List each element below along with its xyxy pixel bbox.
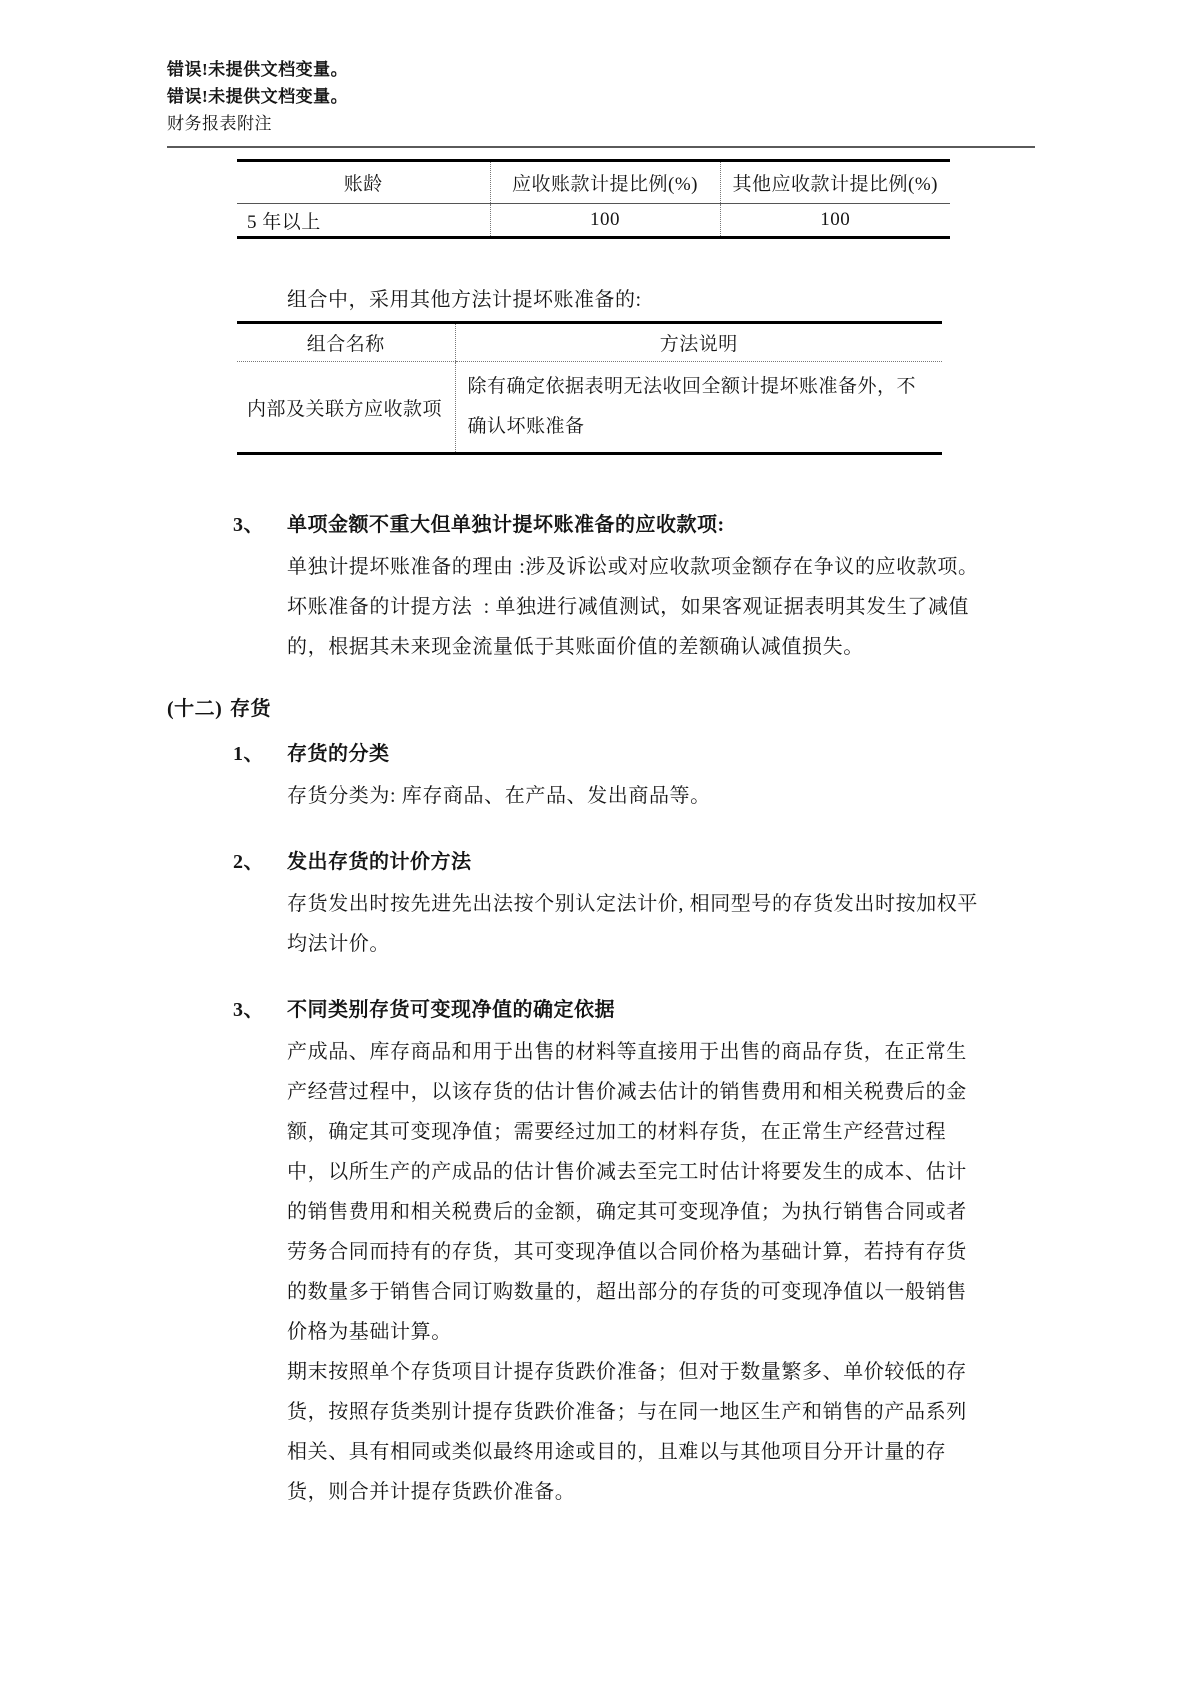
- table-header-row: [237, 161, 950, 204]
- paragraph-line: 额，确定其可变现净值；需要经过加工的材料存货，在正常生产经营过程: [287, 1121, 947, 1143]
- cell-aging-over-5y: 5 年以上: [247, 211, 321, 233]
- paragraph-line: 劳务合同而持有的存货，其可变现净值以合同价格为基础计算，若持有存货: [287, 1241, 967, 1263]
- col-header-aging: 账龄: [237, 161, 490, 204]
- sub2-number: 2、: [233, 851, 264, 873]
- sub3-title: 不同类别存货可变现净值的确定依据: [287, 999, 615, 1021]
- paragraph-line: 价格为基础计算。: [287, 1321, 452, 1343]
- paragraph-line: 存货发出时按先进先出法按个别认定法计价, 相同型号的存货发出时按加权平: [287, 893, 978, 915]
- sub1-number: 1、: [233, 743, 264, 765]
- paragraph-line: 的数量多于销售合同订购数量的，超出部分的存货的可变现净值以一般销售: [287, 1281, 967, 1303]
- sub1-heading: [233, 734, 1035, 774]
- paragraph-line: 均法计价。: [287, 933, 390, 955]
- doc-header: [167, 56, 1035, 148]
- paragraph-line: 产成品、库存商品和用于出售的材料等直接用于出售的商品存货，在正常生: [287, 1041, 967, 1063]
- paragraph-line: 货，按照存货类别计提存货跌价准备；与在同一地区生产和销售的产品系列: [287, 1401, 967, 1423]
- sub2-heading: [233, 842, 1035, 882]
- table-header-row: [237, 323, 942, 362]
- section12-title: 存货: [230, 698, 271, 720]
- paragraph-line: 的销售费用和相关税费后的金额，确定其可变现净值；为执行销售合同或者: [287, 1201, 967, 1223]
- combo-method-table: [237, 321, 942, 455]
- table-row: [237, 204, 950, 238]
- paragraph-line: 存货分类为: 库存商品、在产品、发出商品等。: [287, 785, 711, 807]
- doc-error-variable-line-2: 错误!未提供文档变量。: [167, 87, 349, 106]
- aging-provision-table: [237, 159, 950, 239]
- sub3-paragraph: [167, 1032, 1035, 1512]
- header-divider: [167, 146, 1035, 148]
- doc-subtitle: 财务报表附注: [167, 114, 272, 133]
- paragraph-line: 货，则合并计提存货跌价准备。: [287, 1481, 576, 1503]
- paragraph-line: 中，以所生产的产成品的估计售价减去至完工时估计将要发生的成本、估计: [287, 1161, 967, 1183]
- item3-title: 单项金额不重大但单独计提坏账准备的应收款项:: [287, 514, 725, 536]
- combo-intro-text: 组合中，采用其他方法计提坏账准备的:: [287, 289, 642, 311]
- doc-error-variable-line-1: 错误!未提供文档变量。: [167, 60, 349, 79]
- col-header-method-desc: 方法说明: [455, 323, 942, 362]
- item3-paragraph: [167, 547, 1035, 667]
- paragraph-line: 期末按照单个存货项目计提存货跌价准备；但对于数量繁多、单价较低的存: [287, 1361, 967, 1383]
- sub2-paragraph: [167, 884, 1035, 964]
- sub2-title: 发出存货的计价方法: [287, 851, 472, 873]
- cell-method-desc: 除有确定依据表明无法收回全额计提坏账准备外，不确认坏账准备: [455, 362, 942, 454]
- cell-combo-name: 内部及关联方应收款项: [247, 398, 443, 420]
- section12-heading: [167, 689, 1035, 729]
- sub3-number: 3、: [233, 999, 264, 1021]
- col-header-combo-name: 组合名称: [237, 323, 455, 362]
- paragraph-line: 的，根据其未来现金流量低于其账面价值的差额确认减值损失。: [287, 636, 864, 658]
- col-header-other-ratio: 其他应收款计提比例(%): [720, 161, 950, 204]
- sub1-paragraph: [167, 776, 1035, 816]
- cell-ar-ratio-value: 100: [490, 204, 720, 238]
- paragraph-line: 坏账准备的计提方法 : 单独进行减值测试，如果客观证据表明其发生了减值: [287, 596, 970, 618]
- paragraph-line: 单独计提坏账准备的理由 :涉及诉讼或对应收款项金额存在争议的应收款项。: [287, 556, 979, 578]
- paragraph-line: 相关、具有相同或类似最终用途或目的，且难以与其他项目分开计量的存: [287, 1441, 947, 1463]
- table-row: [237, 362, 942, 454]
- sub3-heading: [233, 990, 1035, 1030]
- item3-heading: [233, 505, 1035, 545]
- cell-other-ratio-value: 100: [720, 204, 950, 238]
- item3-number: 3、: [233, 514, 264, 536]
- col-header-ar-ratio: 应收账款计提比例(%): [490, 161, 720, 204]
- sub1-title: 存货的分类: [287, 743, 390, 765]
- section12-number: (十二): [167, 698, 223, 720]
- paragraph-line: 产经营过程中，以该存货的估计售价减去估计的销售费用和相关税费后的金: [287, 1081, 967, 1103]
